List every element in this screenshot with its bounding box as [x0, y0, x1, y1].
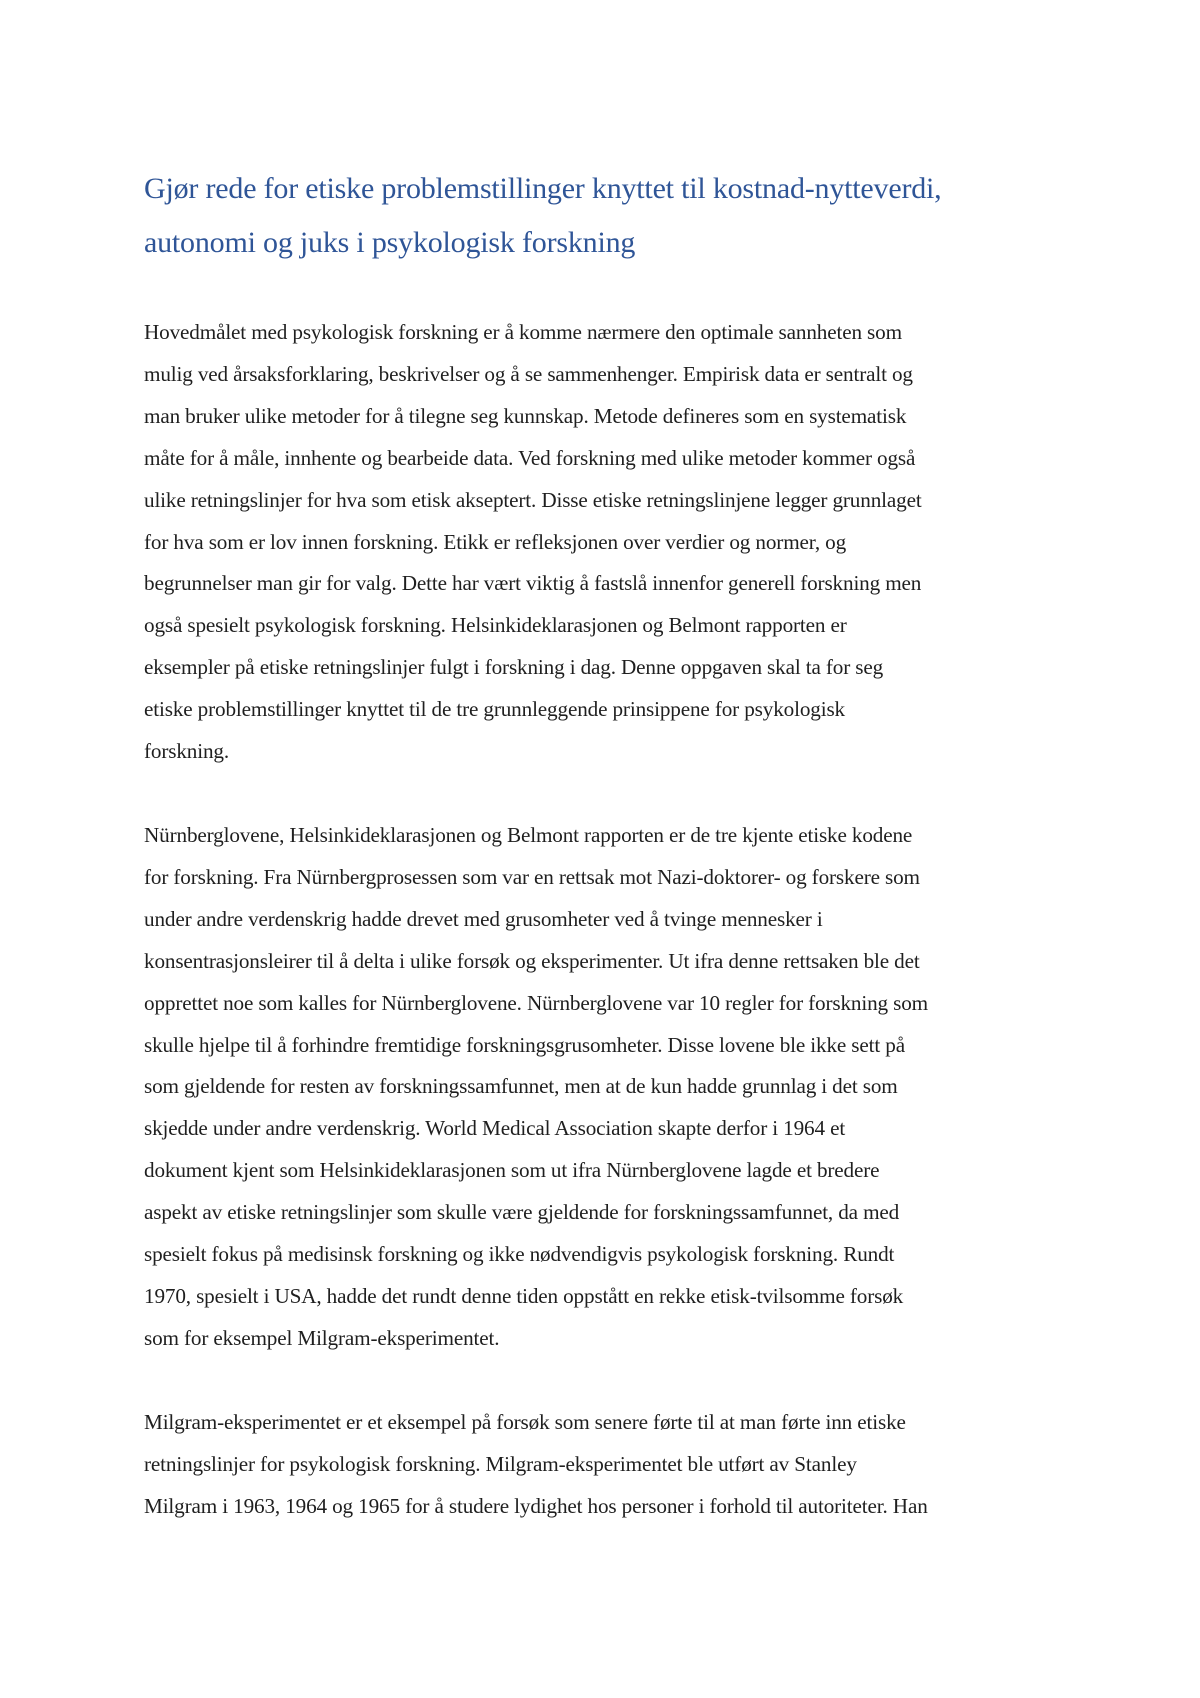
- text-line: ulike retningslinjer for hva som etisk akseptert. Disse etiske retningslinjene legger grunnlaget: [144, 487, 922, 512]
- text-line: aspekt av etiske retningslinjer som skulle være gjeldende for forskningssamfunnet, da med: [144, 1200, 900, 1225]
- text-line: skjedde under andre verdenskrig. World Medical Association skapte derfor i 1964 et: [144, 1116, 846, 1141]
- text-line: dokument kjent som Helsinkideklarasjonen som ut ifra Nürnberglovene lagde et bredere: [144, 1158, 880, 1183]
- paragraph-milgram: [144, 1402, 1068, 1528]
- text-line: konsentrasjonsleirer til å delta i ulike forsøk og eksperimenter. Ut ifra denne rettsaken ble det: [144, 948, 920, 973]
- text-line: eksempler på etiske retningslinjer fulgt i forskning i dag. Denne oppgaven skal ta for seg: [144, 655, 884, 680]
- spacer: [144, 1360, 1068, 1402]
- text-line: mulig ved årsaksforklaring, beskrivelser og å se sammenhenger. Empirisk data er sentralt og: [144, 361, 913, 386]
- text-line: etiske problemstillinger knyttet til de tre grunnleggende prinsippene for psykologisk: [144, 697, 846, 722]
- title-line: autonomi og juks i psykologisk forskning: [144, 226, 636, 259]
- text-line: Milgram-eksperimentet er et eksempel på forsøk som senere førte til at man førte inn etiske: [144, 1409, 906, 1434]
- text-line: som for eksempel Milgram-eksperimentet.: [144, 1325, 500, 1350]
- paragraph-intro: [144, 312, 1068, 773]
- text-line: opprettet noe som kalles for Nürnberglovene. Nürnberglovene var 10 regler for forskning som: [144, 990, 928, 1015]
- text-line: også spesielt psykologisk forskning. Helsinkideklarasjonen og Belmont rapporten er: [144, 613, 847, 638]
- text-line: skulle hjelpe til å forhindre fremtidige forskningsgrusomheter. Disse lovene ble ikke sett på: [144, 1032, 905, 1057]
- text-line: begrunnelser man gir for valg. Dette har vært viktig å fastslå innenfor generell forskning men: [144, 571, 922, 596]
- text-line: spesielt fokus på medisinsk forskning og ikke nødvendigvis psykologisk forskning. Rundt: [144, 1242, 895, 1267]
- text-line: Nürnberglovene, Helsinkideklarasjonen og Belmont rapporten er de tre kjente etiske kodene: [144, 822, 913, 847]
- text-line: som gjeldende for resten av forskningssamfunnet, men at de kun hadde grunnlag i det som: [144, 1074, 898, 1099]
- text-line: 1970, spesielt i USA, hadde det rundt denne tiden oppstått en rekke etisk-tvilsomme forsøk: [144, 1283, 904, 1308]
- text-line: forskning.: [144, 739, 230, 764]
- text-line: Milgram i 1963, 1964 og 1965 for å studere lydighet hos personer i forhold til autoriteter. Han: [144, 1493, 928, 1518]
- text-line: man bruker ulike metoder for å tilegne seg kunnskap. Metode defineres som en systematisk: [144, 403, 907, 428]
- spacer: [144, 270, 1068, 312]
- text-line: under andre verdenskrig hadde drevet med grusomheter ved å tvinge mennesker i: [144, 906, 823, 931]
- text-line: for forskning. Fra Nürnbergprosessen som var en rettsak mot Nazi-doktorer- og forskere som: [144, 864, 920, 889]
- text-line: Hovedmålet med psykologisk forskning er å komme nærmere den optimale sannheten som: [144, 320, 902, 344]
- text-line: måte for å måle, innhente og bearbeide data. Ved forskning med ulike metoder kommer også: [144, 445, 916, 470]
- paragraph-ethical-codes: [144, 815, 1068, 1360]
- title-line: Gjør rede for etiske problemstillinger knyttet til kostnad-nytteverdi,: [144, 172, 942, 205]
- document-body: [144, 162, 1068, 1527]
- spacer: [144, 773, 1068, 815]
- text-line: retningslinjer for psykologisk forskning. Milgram-eksperimentet ble utført av Stanley: [144, 1451, 857, 1476]
- text-line: for hva som er lov innen forskning. Etikk er refleksjonen over verdier og normer, og: [144, 529, 847, 554]
- document-title: [144, 162, 1068, 270]
